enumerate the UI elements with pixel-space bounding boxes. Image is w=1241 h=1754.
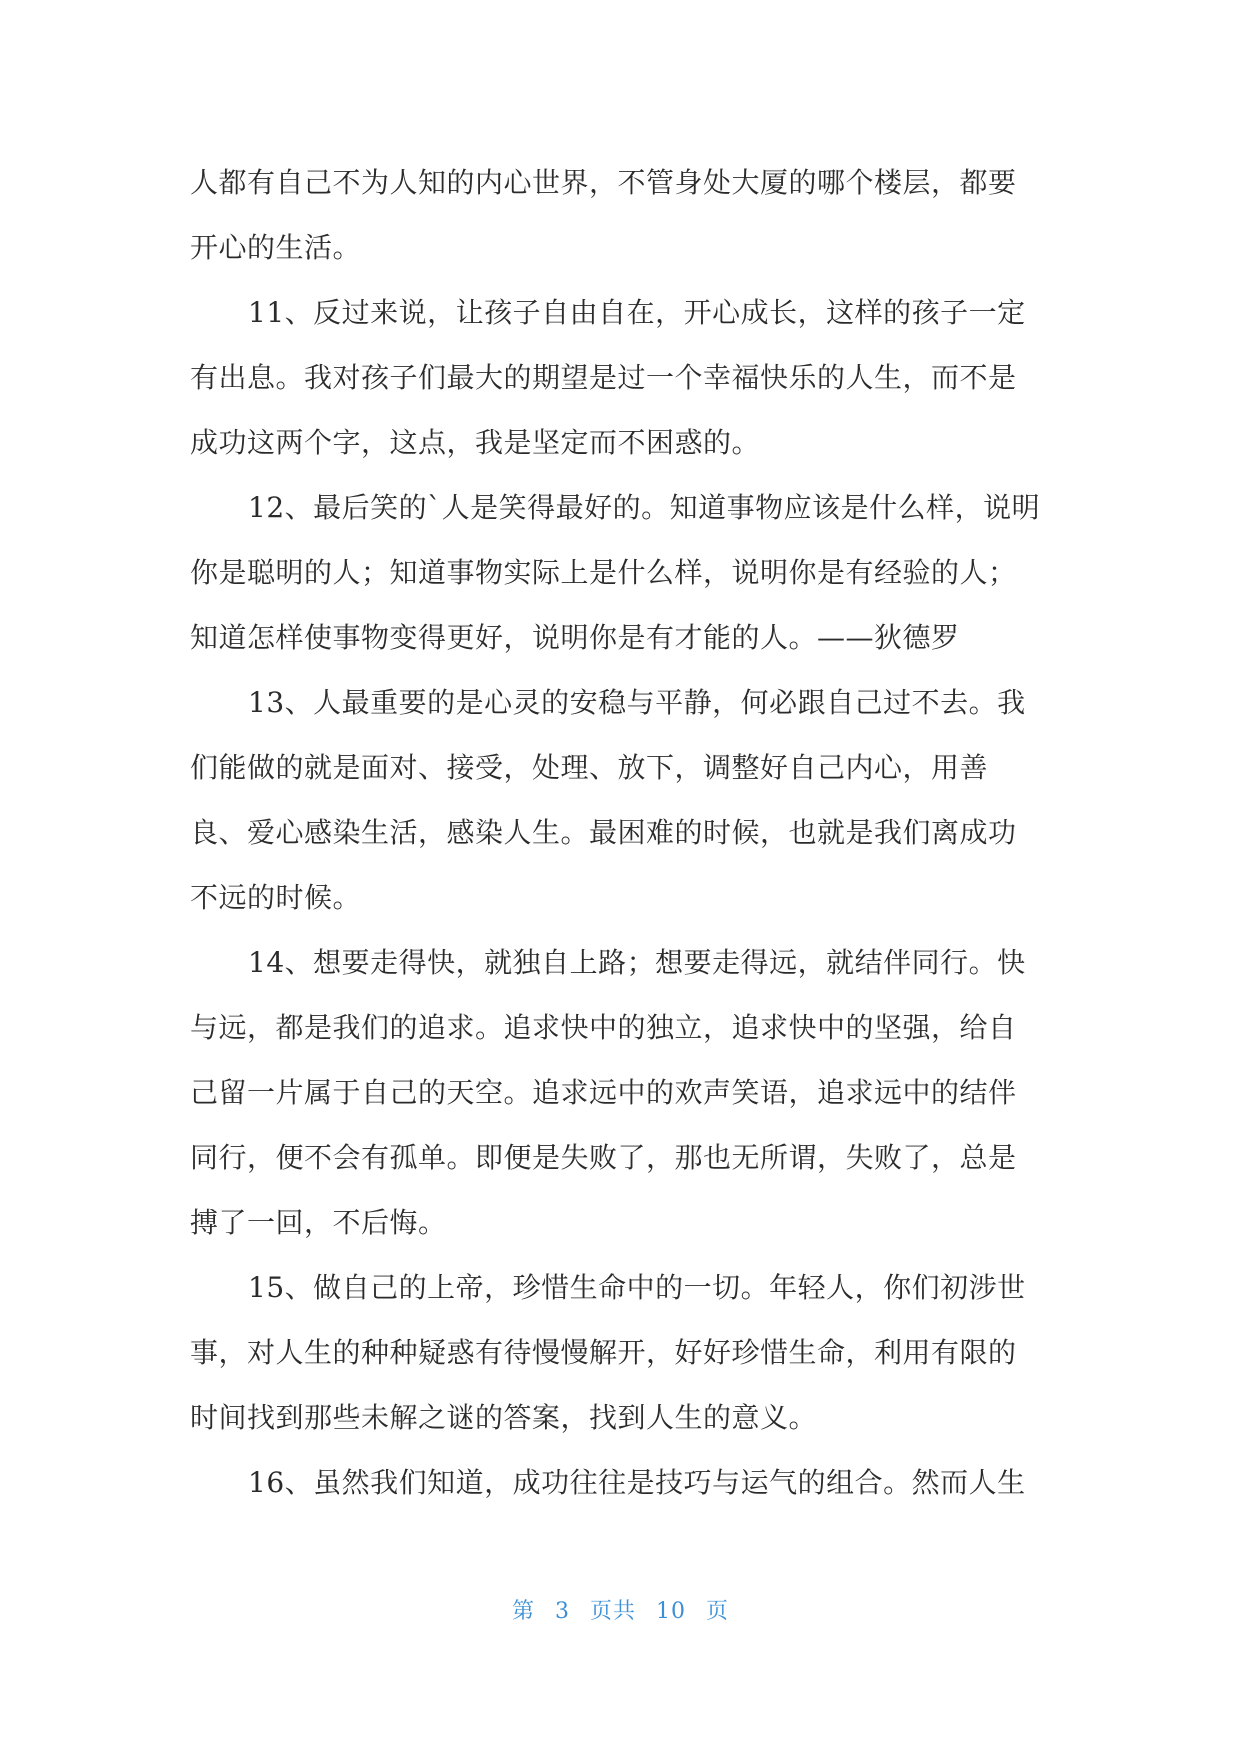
text-line: 16、虽然我们知道，成功往往是技巧与运气的组合。然而人生 — [248, 1466, 1026, 1499]
text-line: 良、爱心感染生活，感染人生。最困难的时候，也就是我们离成功 — [190, 816, 1017, 849]
text-line: 成功这两个字，这点，我是坚定而不困惑的。 — [190, 426, 761, 459]
text-line: 有出息。我对孩子们最大的期望是过一个幸福快乐的人生，而不是 — [190, 361, 1017, 394]
text-line: 12、最后笑的`人是笑得最好的。知道事物应该是什么样，说明 — [248, 491, 1041, 524]
text-line: 时间找到那些未解之谜的答案，找到人生的意义。 — [190, 1401, 818, 1434]
page-current-number: 3 — [554, 1599, 570, 1624]
text-line: 知道怎样使事物变得更好，说明你是有才能的人。——狄德罗 — [190, 621, 960, 654]
text-line: 15、做自己的上帝，珍惜生命中的一切。年轻人，你们初涉世 — [248, 1271, 1026, 1304]
text-line: 们能做的就是面对、接受，处理、放下，调整好自己内心，用善 — [190, 751, 989, 784]
text-line: 开心的生活。 — [190, 231, 362, 264]
text-line: 事，对人生的种种疑惑有待慢慢解开，好好珍惜生命，利用有限的 — [190, 1336, 1017, 1369]
text-line: 人都有自己不为人知的内心世界，不管身处大厦的哪个楼层，都要 — [190, 166, 1017, 199]
text-line: 14、想要走得快，就独自上路；想要走得远，就结伴同行。快 — [248, 946, 1026, 979]
text-line: 不远的时候。 — [190, 881, 362, 914]
page-label-suffix: 页 — [706, 1599, 730, 1624]
page-label-middle: 页共 — [589, 1599, 636, 1624]
document-body — [190, 150, 1060, 1515]
text-line: 己留一片属于自己的天空。追求远中的欢声笑语，追求远中的结伴 — [190, 1076, 1017, 1109]
text-line: 搏了一回，不后悔。 — [190, 1206, 447, 1239]
text-line: 同行，便不会有孤单。即便是失败了，那也无所谓，失败了，总是 — [190, 1141, 1017, 1174]
text-line: 与远，都是我们的追求。追求快中的独立，追求快中的坚强，给自 — [190, 1011, 1017, 1044]
text-line: 13、人最重要的是心灵的安稳与平静，何必跟自己过不去。我 — [248, 686, 1026, 719]
text-line: 11、反过来说，让孩子自由自在，开心成长，这样的孩子一定 — [248, 296, 1026, 329]
text-line: 你是聪明的人；知道事物实际上是什么样，说明你是有经验的人； — [190, 556, 1017, 589]
page-total-number: 10 — [656, 1599, 686, 1624]
page-label-prefix: 第 — [511, 1599, 535, 1624]
page-footer — [0, 1594, 1241, 1625]
